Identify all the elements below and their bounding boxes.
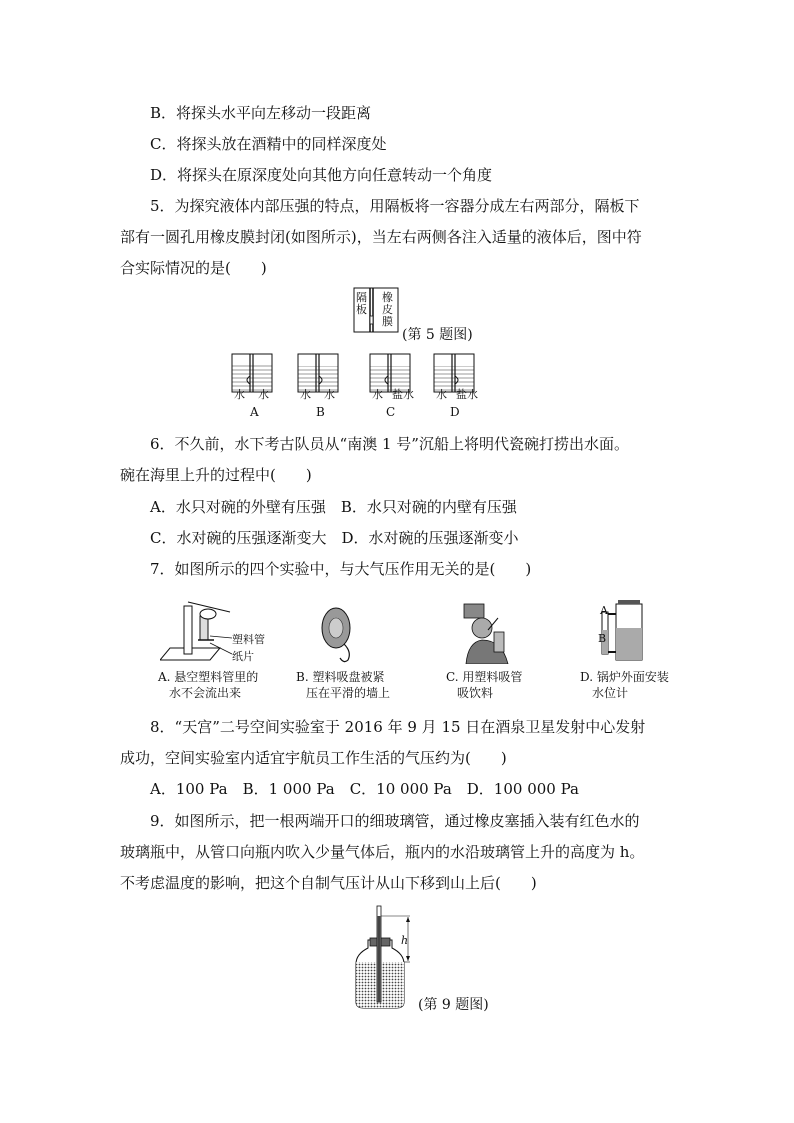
q8-text-line2: 成功，空间实验室内适宜宇航员工作生活的气压约为( ) [120,749,507,767]
q5-option-c-figure [370,354,410,392]
q5-a-left-liquid: 水 [234,388,245,401]
q5-label-membrane: 橡皮膜 [382,291,393,328]
q5-option-b-letter: B [316,405,325,419]
q4-option-b: B．将探头水平向左移动一段距离 [150,104,372,122]
q9-text-line1: 9．如图所示，把一根两端开口的细玻璃管，通过橡皮塞插入装有红色水的 [150,812,640,830]
q5-d-right-liquid: 盐水 [456,388,478,401]
q9-label-h: h [401,934,409,947]
q7-caption-b-line2: 压在平滑的墙上 [306,686,391,700]
q9-text-line3: 不考虑温度的影响，把这个自制气压计从山下移到山上后( ) [120,874,537,892]
q5-c-right-liquid: 盐水 [392,388,414,401]
q7-figure-a [160,598,272,662]
q9-barometer-figure [352,900,418,1010]
q5-text-line3: 合实际情况的是( ) [120,259,267,277]
q7-caption-a-line2: 水不会流出来 [169,686,242,700]
q4-option-d: D．将探头在原深度处向其他方向任意转动一个角度 [150,166,493,184]
q7-label-A: A [600,604,608,617]
q5-d-left-liquid: 水 [436,388,447,401]
q7-caption-d-line1: D. 锅炉外面安装 [580,670,669,684]
q7-label-B: B [598,632,607,645]
q7-label-tube: 塑料管 [232,633,265,646]
q9-text-line2: 玻璃瓶中，从管口向瓶内吹入少量气体后，瓶内的水沿玻璃管上升的高度为 h。 [120,843,645,861]
q5-c-left-liquid: 水 [372,388,383,401]
q7-caption-d-line2: 水位计 [592,686,629,700]
q5-figure-caption: (第 5 题图) [402,327,473,343]
q5-option-b-figure [298,354,338,392]
q4-option-c: C．将探头放在酒精中的同样深度处 [150,135,387,153]
q6-text-line2: 碗在海里上升的过程中( ) [120,466,312,484]
q7-caption-a-line1: A. 悬空塑料管里的 [158,670,259,684]
q5-a-right-liquid: 水 [258,388,269,401]
q7-figure-c [458,598,518,664]
q5-text-line1: 5．为探究液体内部压强的特点，用隔板将一容器分成左右两部分，隔板下 [150,197,640,215]
q7-caption-c-line2: 吸饮料 [457,686,494,700]
q7-caption-b-line1: B. 塑料吸盘被紧 [296,670,385,684]
q5-b-left-liquid: 水 [300,388,311,401]
q7-label-paper: 纸片 [232,650,254,663]
q6-text-line1: 6．不久前，水下考古队员从“南澳 1 号”沉船上将明代瓷碗打捞出水面。 [150,435,629,453]
q7-caption-c-line1: C. 用塑料吸管 [446,670,523,684]
q5-label-partition: 隔板 [356,291,367,316]
q5-option-d-figure [434,354,474,392]
q5-option-a-figure [232,354,272,392]
q6-options-cd: C．水对碗的压强逐渐变大 D．水对碗的压强逐渐变小 [150,529,519,547]
q8-options: A．100 Pa B．1 000 Pa C．10 000 Pa D．100 000 Pa [150,780,579,798]
q5-option-c-letter: C [386,405,396,419]
q7-text-line1: 7．如图所示的四个实验中，与大气压作用无关的是( ) [150,560,532,578]
q7-figure-b [318,606,362,664]
q6-options-ab: A．水只对碗的外壁有压强 B．水只对碗的内壁有压强 [150,498,517,516]
q5-text-line2: 部有一圆孔用橡皮膜封闭(如图所示)，当左右两侧各注入适量的液体后，图中符 [120,228,642,246]
q8-text-line1: 8．“天宫”二号空间实验室于 2016 年 9 月 15 日在酒泉卫星发射中心发射 [150,718,646,736]
q5-option-d-letter: D [450,405,460,419]
q9-figure-caption: (第 9 题图) [418,997,489,1013]
q5-b-right-liquid: 水 [324,388,335,401]
q5-option-a-letter: A [250,405,259,419]
